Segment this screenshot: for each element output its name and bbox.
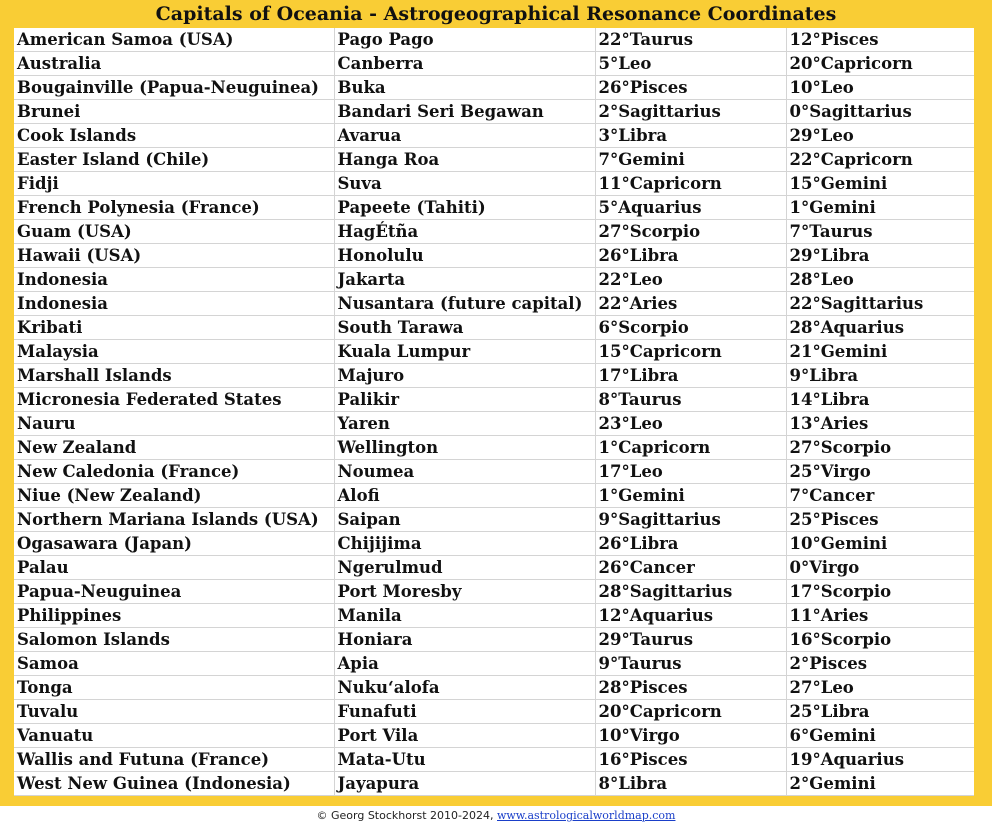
coordinate-1-cell: 23°Leo (595, 412, 786, 436)
coordinate-2-cell: 2°Gemini (786, 772, 974, 796)
country-cell: Tonga (14, 676, 334, 700)
table-row (14, 28, 974, 52)
coordinate-1-cell: 20°Capricorn (595, 700, 786, 724)
coordinate-1-cell: 6°Scorpio (595, 316, 786, 340)
coordinate-2-cell: 19°Aquarius (786, 748, 974, 772)
capital-cell: South Tarawa (334, 316, 595, 340)
coordinate-2-cell: 12°Pisces (786, 28, 974, 52)
capital-cell: Kuala Lumpur (334, 340, 595, 364)
country-cell: Ogasawara (Japan) (14, 532, 334, 556)
capital-cell: Hanga Roa (334, 148, 595, 172)
coordinate-2-cell: 25°Libra (786, 700, 974, 724)
capital-cell: Jayapura (334, 772, 595, 796)
coordinate-2-cell: 7°Cancer (786, 484, 974, 508)
coordinate-1-cell: 5°Aquarius (595, 196, 786, 220)
table-row (14, 52, 974, 76)
country-cell: Marshall Islands (14, 364, 334, 388)
country-cell: Malaysia (14, 340, 334, 364)
table-row (14, 772, 974, 796)
coordinate-2-cell: 7°Taurus (786, 220, 974, 244)
coordinate-2-cell: 9°Libra (786, 364, 974, 388)
table-row (14, 652, 974, 676)
country-cell: New Caledonia (France) (14, 460, 334, 484)
table-row (14, 508, 974, 532)
coordinate-1-cell: 9°Sagittarius (595, 508, 786, 532)
table-row (14, 220, 974, 244)
coordinate-1-cell: 5°Leo (595, 52, 786, 76)
table-row (14, 340, 974, 364)
country-cell: Papua-Neuguinea (14, 580, 334, 604)
capital-cell: Port Vila (334, 724, 595, 748)
table-row (14, 748, 974, 772)
country-cell: Niue (New Zealand) (14, 484, 334, 508)
country-cell: Palau (14, 556, 334, 580)
country-cell: Bougainville (Papua-Neuguinea) (14, 76, 334, 100)
coordinate-1-cell: 22°Leo (595, 268, 786, 292)
coordinate-2-cell: 0°Virgo (786, 556, 974, 580)
country-cell: Indonesia (14, 292, 334, 316)
coordinate-2-cell: 21°Gemini (786, 340, 974, 364)
coordinate-2-cell: 25°Virgo (786, 460, 974, 484)
capital-cell: Nusantara (future capital) (334, 292, 595, 316)
country-cell: Philippines (14, 604, 334, 628)
coordinate-1-cell: 28°Pisces (595, 676, 786, 700)
table-row (14, 172, 974, 196)
coordinate-2-cell: 22°Capricorn (786, 148, 974, 172)
capital-cell: HagÉtña (334, 220, 595, 244)
page-title: Capitals of Oceania - Astrogeographical Resonance Coordinates (155, 3, 837, 25)
coordinate-1-cell: 16°Pisces (595, 748, 786, 772)
table-row (14, 724, 974, 748)
country-cell: Wallis and Futuna (France) (14, 748, 334, 772)
coordinate-2-cell: 16°Scorpio (786, 628, 974, 652)
capital-cell: Palikir (334, 388, 595, 412)
capital-cell: Port Moresby (334, 580, 595, 604)
country-cell: Cook Islands (14, 124, 334, 148)
capital-cell: Wellington (334, 436, 595, 460)
coordinate-2-cell: 11°Aries (786, 604, 974, 628)
country-cell: Hawaii (USA) (14, 244, 334, 268)
country-cell: Easter Island (Chile) (14, 148, 334, 172)
coordinate-1-cell: 26°Pisces (595, 76, 786, 100)
table-row (14, 196, 974, 220)
coordinate-1-cell: 11°Capricorn (595, 172, 786, 196)
coordinate-2-cell: 27°Leo (786, 676, 974, 700)
table-row (14, 124, 974, 148)
coordinate-2-cell: 22°Sagittarius (786, 292, 974, 316)
table-row (14, 364, 974, 388)
coordinate-2-cell: 29°Leo (786, 124, 974, 148)
table-row (14, 412, 974, 436)
coordinate-1-cell: 8°Libra (595, 772, 786, 796)
coordinate-2-cell: 20°Capricorn (786, 52, 974, 76)
capital-cell: Bandari Seri Begawan (334, 100, 595, 124)
table-row (14, 316, 974, 340)
capital-cell: Alofi (334, 484, 595, 508)
country-cell: Salomon Islands (14, 628, 334, 652)
table-row (14, 700, 974, 724)
country-cell: Tuvalu (14, 700, 334, 724)
coordinate-1-cell: 1°Capricorn (595, 436, 786, 460)
capitals-table-panel (14, 28, 974, 796)
coordinate-1-cell: 17°Libra (595, 364, 786, 388)
coordinate-1-cell: 26°Libra (595, 532, 786, 556)
country-cell: Samoa (14, 652, 334, 676)
coordinate-1-cell: 1°Gemini (595, 484, 786, 508)
coordinate-1-cell: 8°Taurus (595, 388, 786, 412)
copyright-text: © Georg Stockhorst 2010-2024, (316, 809, 497, 822)
coordinate-2-cell: 17°Scorpio (786, 580, 974, 604)
table-row (14, 100, 974, 124)
table-row (14, 268, 974, 292)
country-cell: Northern Mariana Islands (USA) (14, 508, 334, 532)
website-link[interactable]: www.astrologicalworldmap.com (497, 809, 676, 822)
country-cell: Vanuatu (14, 724, 334, 748)
table-row (14, 604, 974, 628)
country-cell: West New Guinea (Indonesia) (14, 772, 334, 796)
coordinate-1-cell: 3°Libra (595, 124, 786, 148)
country-cell: French Polynesia (France) (14, 196, 334, 220)
capital-cell: Papeete (Tahiti) (334, 196, 595, 220)
table-row (14, 244, 974, 268)
coordinate-1-cell: 28°Sagittarius (595, 580, 786, 604)
table-row (14, 76, 974, 100)
coordinate-1-cell: 26°Cancer (595, 556, 786, 580)
coordinate-2-cell: 0°Sagittarius (786, 100, 974, 124)
capital-cell: Funafuti (334, 700, 595, 724)
coordinate-1-cell: 27°Scorpio (595, 220, 786, 244)
coordinate-1-cell: 15°Capricorn (595, 340, 786, 364)
capitals-table (14, 28, 974, 796)
coordinate-1-cell: 29°Taurus (595, 628, 786, 652)
country-cell: Micronesia Federated States (14, 388, 334, 412)
capital-cell: Honiara (334, 628, 595, 652)
coordinate-2-cell: 14°Libra (786, 388, 974, 412)
capitals-table-body (14, 28, 974, 796)
coordinate-1-cell: 7°Gemini (595, 148, 786, 172)
coordinate-1-cell: 22°Taurus (595, 28, 786, 52)
country-cell: Brunei (14, 100, 334, 124)
capital-cell: Buka (334, 76, 595, 100)
coordinate-2-cell: 13°Aries (786, 412, 974, 436)
capital-cell: Apia (334, 652, 595, 676)
table-row (14, 676, 974, 700)
capital-cell: Majuro (334, 364, 595, 388)
table-row (14, 148, 974, 172)
coordinate-2-cell: 10°Gemini (786, 532, 974, 556)
capital-cell: Nuku‘alofa (334, 676, 595, 700)
coordinate-2-cell: 15°Gemini (786, 172, 974, 196)
capital-cell: Honolulu (334, 244, 595, 268)
country-cell: Nauru (14, 412, 334, 436)
coordinate-1-cell: 22°Aries (595, 292, 786, 316)
coordinate-2-cell: 28°Aquarius (786, 316, 974, 340)
capital-cell: Mata-Utu (334, 748, 595, 772)
table-row (14, 580, 974, 604)
table-row (14, 292, 974, 316)
capital-cell: Noumea (334, 460, 595, 484)
footer (0, 806, 992, 828)
coordinate-1-cell: 26°Libra (595, 244, 786, 268)
capital-cell: Yaren (334, 412, 595, 436)
table-row (14, 460, 974, 484)
capital-cell: Canberra (334, 52, 595, 76)
coordinate-1-cell: 12°Aquarius (595, 604, 786, 628)
coordinate-2-cell: 29°Libra (786, 244, 974, 268)
capital-cell: Avarua (334, 124, 595, 148)
coordinate-1-cell: 10°Virgo (595, 724, 786, 748)
coordinate-1-cell: 2°Sagittarius (595, 100, 786, 124)
table-row (14, 436, 974, 460)
capital-cell: Suva (334, 172, 595, 196)
capital-cell: Pago Pago (334, 28, 595, 52)
coordinate-2-cell: 28°Leo (786, 268, 974, 292)
coordinate-2-cell: 6°Gemini (786, 724, 974, 748)
table-row (14, 556, 974, 580)
coordinate-2-cell: 10°Leo (786, 76, 974, 100)
coordinate-2-cell: 25°Pisces (786, 508, 974, 532)
country-cell: Australia (14, 52, 334, 76)
capital-cell: Chijijima (334, 532, 595, 556)
capital-cell: Jakarta (334, 268, 595, 292)
coordinate-1-cell: 9°Taurus (595, 652, 786, 676)
table-row (14, 628, 974, 652)
table-row (14, 484, 974, 508)
capital-cell: Manila (334, 604, 595, 628)
country-cell: Kribati (14, 316, 334, 340)
coordinate-2-cell: 2°Pisces (786, 652, 974, 676)
country-cell: American Samoa (USA) (14, 28, 334, 52)
country-cell: New Zealand (14, 436, 334, 460)
capital-cell: Saipan (334, 508, 595, 532)
country-cell: Guam (USA) (14, 220, 334, 244)
table-row (14, 388, 974, 412)
capital-cell: Ngerulmud (334, 556, 595, 580)
coordinate-2-cell: 1°Gemini (786, 196, 974, 220)
table-row (14, 532, 974, 556)
country-cell: Fidji (14, 172, 334, 196)
coordinate-2-cell: 27°Scorpio (786, 436, 974, 460)
coordinate-1-cell: 17°Leo (595, 460, 786, 484)
country-cell: Indonesia (14, 268, 334, 292)
